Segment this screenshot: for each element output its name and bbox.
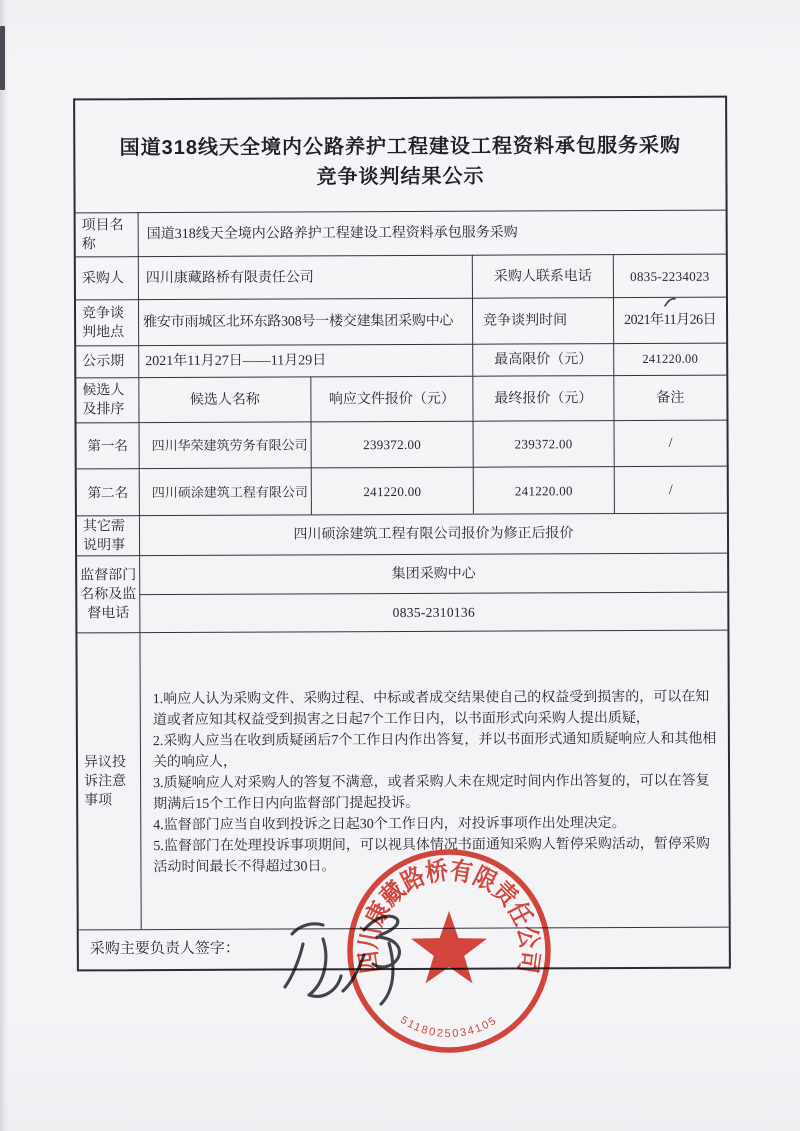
supervision-phone: 0835-2310136 — [139, 592, 727, 633]
second-candidate-name: 四川硕涂建筑工程有限公司 — [139, 467, 311, 515]
supervision-label: 监督部门名称及监督电话 — [77, 555, 139, 632]
period-label: 公示期 — [76, 345, 138, 377]
scan-artifact-mark — [0, 26, 5, 90]
first-remark: / — [614, 420, 727, 466]
supervision-department: 集团采购中心 — [139, 553, 727, 595]
period-value: 2021年11月27日——11月29日 — [138, 344, 472, 377]
objection-item-5: 5.监督部门在处理投诉事项期间，可以视具体情况书面通知采购人暂停采购活动，暂停采购活动时间最长不得超过30日。 — [153, 836, 710, 875]
second-rank-cell: 第二名 — [77, 468, 139, 515]
title-line-1: 国道318线天全境内公路养护工程建设工程资料承包服务采购 — [119, 134, 682, 160]
handwritten-tick-mark — [663, 297, 677, 307]
first-final-price: 239372.00 — [473, 420, 614, 467]
other-note-label: 其它需说明事 — [77, 515, 139, 555]
buyer-label: 采购人 — [76, 256, 138, 299]
page-left-edge-shading — [0, 0, 9, 1131]
candidate-name-header: 候选人名称 — [138, 376, 310, 422]
buyer-phone-value: 0835-2234023 — [613, 254, 726, 297]
buyer-phone-label: 采购人联系电话 — [472, 254, 613, 298]
project-name-value: 国道318线天全境内公路养护工程建设工程资料承包服务采购 — [138, 210, 726, 257]
doc-price-header: 响应文件报价（元） — [310, 376, 472, 422]
project-name-label: 项目名称 — [76, 212, 138, 256]
other-note-value: 四川硕涂建筑工程有限公司报价为修正后报价 — [139, 513, 727, 556]
negotiation-time-label: 竞争谈判时间 — [472, 297, 613, 344]
second-remark: / — [614, 466, 727, 513]
document-title — [75, 98, 725, 213]
negotiation-time-value — [613, 297, 726, 343]
stamp-company-text: 四川康藏路桥有限责任公司 — [353, 856, 544, 978]
objection-label: 异议投诉注意事项 — [77, 632, 140, 929]
svg-text:5118025034105 — [398, 1014, 500, 1040]
venue-value: 雅安市雨城区北环东路308号一楼交建集团采购中心 — [138, 298, 472, 345]
final-price-header: 最终报价（元） — [472, 375, 613, 421]
first-candidate-name: 四川华荣建筑劳务有限公司 — [139, 421, 311, 468]
stamp-star-icon — [411, 911, 487, 983]
title-line-2: 竞争谈判结果公示 — [316, 165, 485, 189]
max-price-label: 最高限价（元） — [472, 343, 613, 376]
buyer-value: 四川康藏路桥有限责任公司 — [138, 255, 472, 299]
second-doc-price: 241220.00 — [311, 467, 473, 515]
company-stamp — [337, 839, 561, 1063]
venue-label: 竞争谈判地点 — [76, 299, 138, 345]
signature-line-label: 采购主要负责人签字： — [79, 927, 729, 970]
first-doc-price: 239372.00 — [311, 421, 473, 468]
remark-header: 备注 — [613, 375, 726, 420]
second-final-price: 241220.00 — [473, 466, 614, 514]
max-price-value: 241220.00 — [613, 343, 726, 375]
negotiation-time-text: 2021年11月26日 — [624, 312, 717, 329]
first-rank-cell: 第一名 — [77, 422, 139, 468]
objection-item-1: 1.响应人认为采购文件、采购过程、中标或者成交结果使自己的权益受到损害的，可以在知道或者应知其权益受到损害之日起7个工作日内，以书面形式向采购人提出质疑， — [152, 689, 710, 728]
stamp-serial-number: 5118025034105 — [398, 1014, 500, 1041]
objection-item-4: 4.监督部门应当自收到投诉之日起30个工作日内，对投诉事项作出处理决定。 — [153, 815, 626, 833]
objection-item-3: 3.质疑响应人对采购人的答复不满意，或者采购人未在规定时间内作出答复的，可以在答复期满后15个工作日内向监督部门提起投诉。 — [153, 773, 710, 812]
objection-item-2: 2.采购人应当在收到质疑函后7个工作日内作出答复，并以书面形式通知质疑响应人和其他相关的响应人， — [152, 731, 717, 770]
candidate-rank-header: 候选人及排序 — [76, 377, 138, 422]
